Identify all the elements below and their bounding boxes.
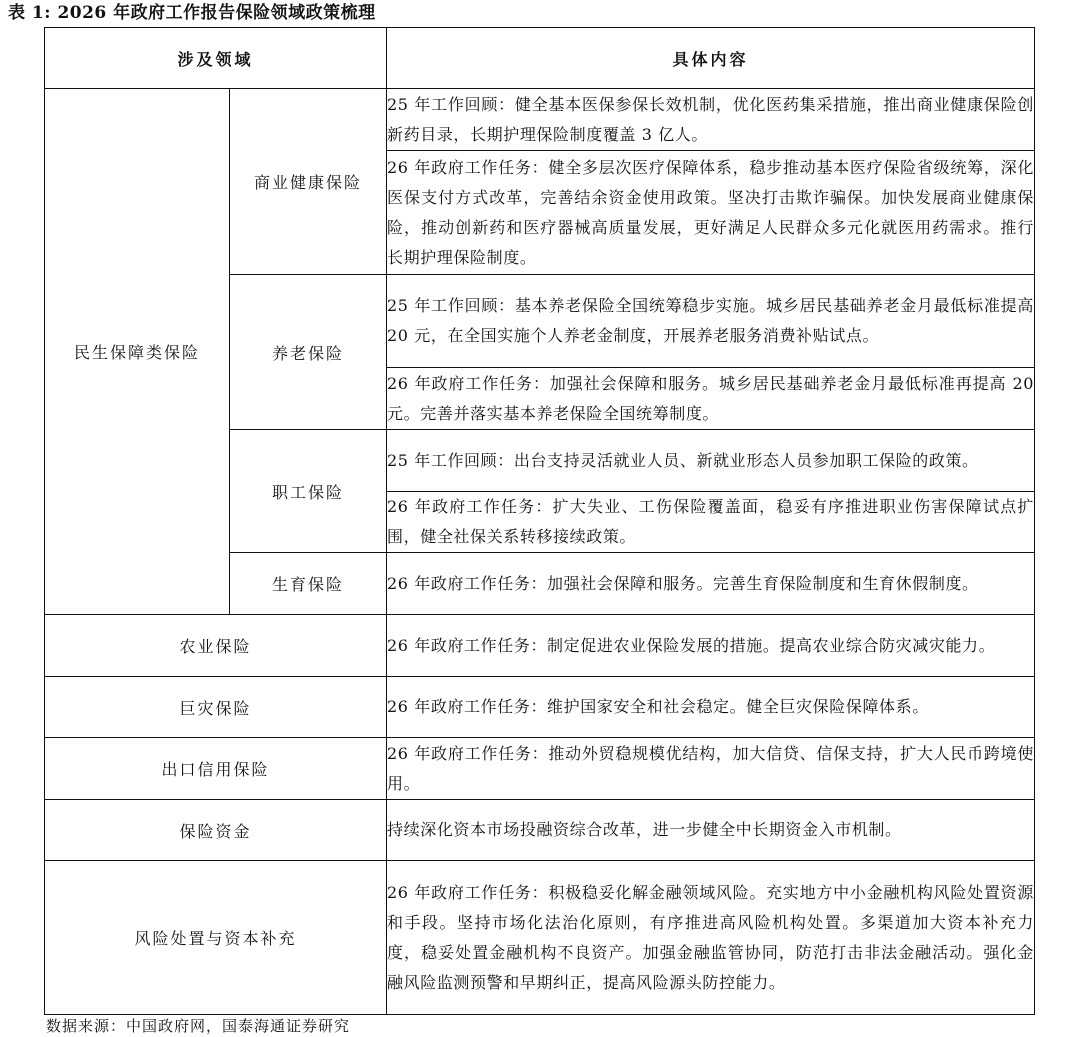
content-catastrophe: 26 年政府工作任务：维护国家安全和社会稳定。健全巨灾保险保障体系。 [387,677,1035,738]
table-row [45,861,1035,1015]
content-commercial-health-review: 25 年工作回顾：健全基本医保参保长效机制，优化医药集采措施，推出商业健康保险创新药目录，长期护理保险制度覆盖 3 亿人。 [387,89,1035,151]
table-header-row [45,28,1035,89]
content-export-credit: 26 年政府工作任务：推动外贸稳规模优结构，加大信贷、信保支持，扩大人民币跨境使用。 [387,738,1035,800]
category-export-credit: 出口信用保险 [45,738,387,800]
category-risk: 风险处置与资本补充 [45,861,387,1015]
content-employee-review: 25 年工作回顾：出台支持灵活就业人员、新就业形态人员参加职工保险的政策。 [387,430,1035,492]
content-commercial-health-task: 26 年政府工作任务：健全多层次医疗保障体系，稳步推动基本医疗保险省级统筹，深化医保支付方式改革，完善结余资金使用政策。坚决打击欺诈骗保。加快发展商业健康保险，推动创新药和医疗器械高质量发展，更好满足人民群众多元化就医用药需求。推行长期护理保险制度。 [387,151,1035,275]
category-minsheng: 民生保障类保险 [45,89,230,615]
content-employee-task: 26 年政府工作任务：扩大失业、工伤保险覆盖面，稳妥有序推进职业伤害保障试点扩围，健全社保关系转移接续政策。 [387,492,1035,553]
table-row [45,800,1035,861]
content-pension-review: 25 年工作回顾：基本养老保险全国统筹稳步实施。城乡居民基础养老金月最低标准提高 20 元，在全国实施个人养老金制度，开展养老服务消费补贴试点。 [387,275,1035,368]
content-pension-task: 26 年政府工作任务：加强社会保障和服务。城乡居民基础养老金月最低标准再提高 20 元。完善并落实基本养老保险全国统筹制度。 [387,368,1035,430]
content-maternity-task: 26 年政府工作任务：加强社会保障和服务。完善生育保险制度和生育休假制度。 [387,553,1035,615]
content-funds: 持续深化资本市场投融资综合改革，进一步健全中长期资金入市机制。 [387,800,1035,861]
table-row [45,89,1035,151]
subcategory-maternity: 生育保险 [230,553,387,615]
category-agriculture: 农业保险 [45,615,387,677]
data-source-note: 数据来源：中国政府网，国泰海通证券研究 [46,1017,351,1035]
subcategory-pension: 养老保险 [230,275,387,430]
subcategory-commercial-health: 商业健康保险 [230,89,387,275]
table-title: 表 1: 2026 年政府工作报告保险领域政策梳理 [8,3,376,23]
header-domain: 涉及领域 [45,28,387,89]
table-row [45,738,1035,800]
subcategory-employee: 职工保险 [230,430,387,553]
table-row [45,677,1035,738]
category-catastrophe: 巨灾保险 [45,677,387,738]
table-row [45,615,1035,677]
content-risk: 26 年政府工作任务：积极稳妥化解金融领域风险。充实地方中小金融机构风险处置资源和手段。坚持市场化法治化原则，有序推进高风险机构处置。多渠道加大资本补充力度，稳妥处置金融机构不良资产。加强金融监管协同，防范打击非法金融活动。强化金融风险监测预警和早期纠正，提高风险源头防控能力。 [387,861,1035,1015]
header-content: 具体内容 [387,28,1035,89]
category-funds: 保险资金 [45,800,387,861]
content-agriculture: 26 年政府工作任务：制定促进农业保险发展的措施。提高农业综合防灾减灾能力。 [387,615,1035,677]
policy-table [44,27,1035,1015]
